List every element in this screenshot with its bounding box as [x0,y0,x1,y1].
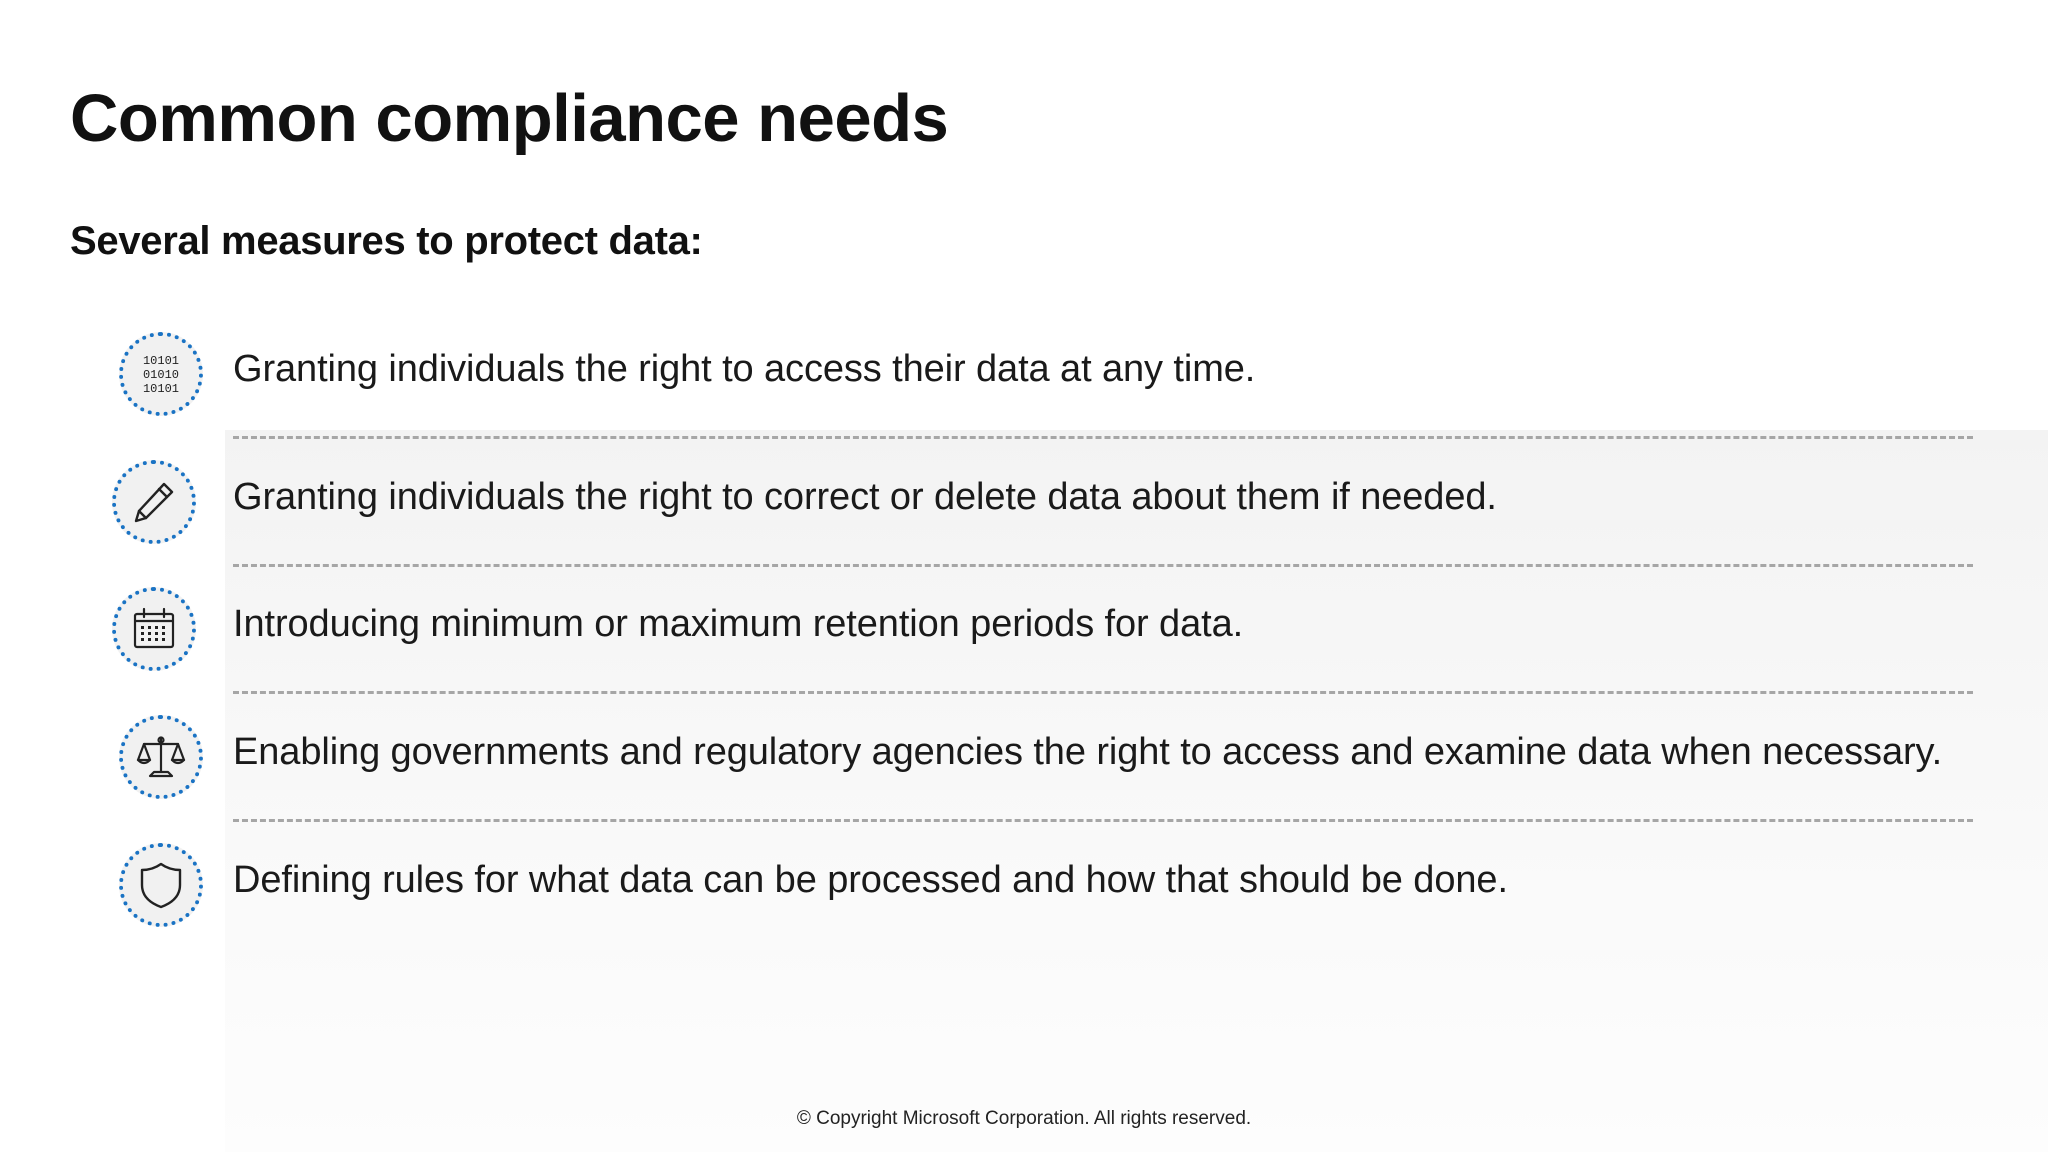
list-item [112,843,1972,943]
list-item-text: Enabling governments and regulatory agencies the right to access and examine data when necessary. [233,731,1943,773]
svg-text:10101: 10101 [142,354,180,368]
divider [233,691,1973,694]
shield-icon [119,843,203,927]
calendar-icon [112,587,196,671]
slide-title: Common compliance needs [70,81,949,156]
list-item-text: Granting individuals the right to access their data at any time. [233,348,1256,390]
list-item-text: Granting individuals the right to correct or delete data about them if needed. [233,476,1497,518]
copyright-footer: © Copyright Microsoft Corporation. All rights reserved. [796,1108,1252,1129]
list-item [112,332,1972,432]
divider [233,436,1973,439]
list-item [112,715,1972,815]
pencil-icon [112,460,196,544]
scales-icon [119,715,203,799]
list-item [112,587,1972,687]
list-item-text: Defining rules for what data can be processed and how that should be done. [233,859,1508,901]
slide-subtitle: Several measures to protect data: [70,219,703,263]
divider [233,564,1973,567]
binary-data-icon [119,332,203,416]
divider [233,819,1973,822]
svg-text:10101: 10101 [142,382,180,396]
list-item-text: Introducing minimum or maximum retention periods for data. [233,603,1244,645]
svg-text:01010: 01010 [142,368,180,382]
list-item [112,460,1972,560]
